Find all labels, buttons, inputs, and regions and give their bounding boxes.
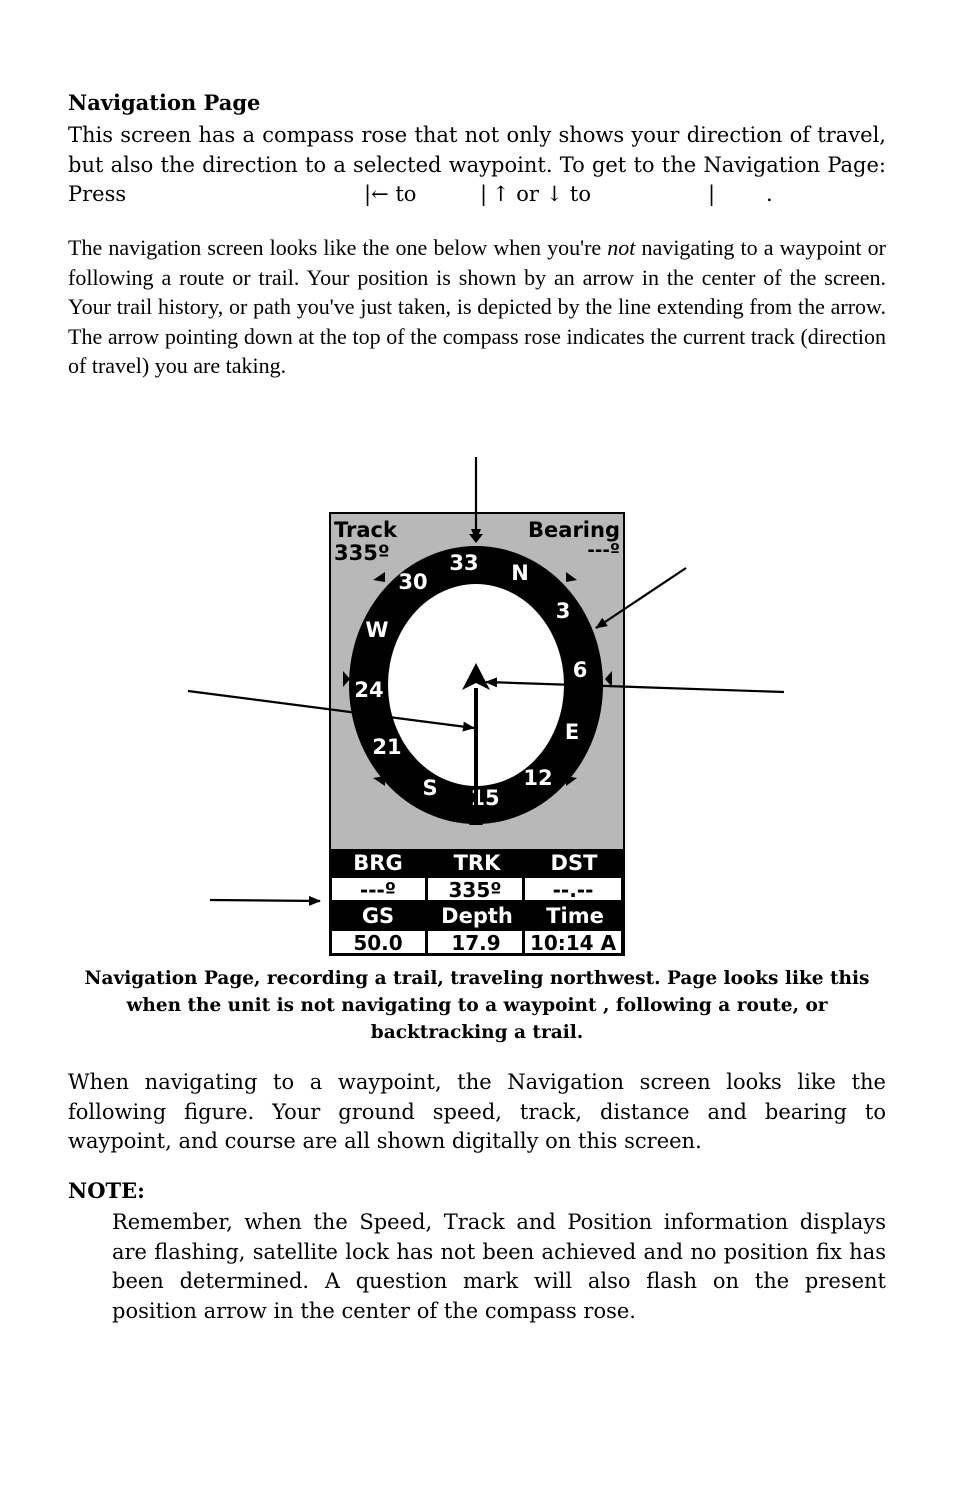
- depth-label: Depth: [441, 904, 513, 928]
- description-paragraph: [68, 233, 886, 381]
- note-body: Remember, when the Speed, Track and Position information displays are flashing, satellite lock has not been achieved and no position fix has been determined. A question mark will also flash on the present position arrow in the center of the compass rose.: [112, 1210, 886, 1323]
- rose-label-e: E: [564, 720, 580, 744]
- brg-value: ---º: [359, 878, 397, 902]
- callout-arrow-data-boxes: [210, 900, 320, 901]
- bearing-value: ---º: [587, 540, 620, 561]
- dst-label: DST: [550, 851, 598, 875]
- key-seq-end: .: [766, 182, 773, 206]
- section-heading: Navigation Page: [68, 90, 261, 115]
- track-value: 335º: [334, 541, 390, 565]
- rose-label-15: 15: [470, 786, 500, 810]
- para2-after: navigating to a waypoint or following a route or trail. Your position is shown by an arrow in the center of the screen. Your trail history, or path you've just taken, is depicted by the line extending from the arrow. The arrow pointing down at the top of the compass rose indicates the current track (direction of travel) you are taking.: [68, 235, 886, 379]
- rose-label-12: 12: [523, 766, 553, 790]
- trk-value: 335º: [448, 878, 502, 902]
- figure-caption: Navigation Page, recording a trail, traveling northwest. Page looks like this when the unit is not navigating to a waypoint , following a route, or backtracking a trail.: [84, 968, 870, 1043]
- intro-text: This screen has a compass rose that not only shows your direction of travel, but also the direction to a selected waypoint. To get to the Navigation Page: Press: [68, 123, 886, 207]
- note-label: NOTE:: [68, 1178, 145, 1203]
- time-value: 10:14 A: [529, 931, 617, 955]
- para2-italic: not: [607, 235, 636, 260]
- key-seq-mid-a: |: [480, 182, 488, 206]
- rose-label-n: N: [511, 561, 529, 585]
- gs-label: GS: [361, 904, 395, 928]
- depth-value: 17.9: [451, 931, 501, 955]
- gs-value: 50.0: [353, 931, 403, 955]
- time-label: Time: [546, 904, 604, 928]
- rose-label-w: W: [365, 618, 389, 642]
- rose-label-30: 30: [398, 570, 428, 594]
- track-label: Track: [334, 518, 397, 542]
- brg-label: BRG: [353, 851, 403, 875]
- bearing-label: Bearing: [528, 518, 620, 542]
- key-seq-right: |: [708, 182, 716, 206]
- waypoint-paragraph: When navigating to a waypoint, the Navigation screen looks like the following figure. Your ground speed, track, distance and bearing to waypoint, and course are all shown digitally on this screen.: [68, 1070, 886, 1154]
- rose-label-s: S: [422, 776, 438, 800]
- rose-label-33: 33: [449, 551, 479, 575]
- navigation-figure: [0, 440, 954, 960]
- trk-label: TRK: [453, 851, 501, 875]
- para2-before: The navigation screen looks like the one below when you're: [68, 235, 608, 260]
- rose-label-21: 21: [372, 735, 402, 759]
- key-seq-left: |← to: [364, 182, 417, 206]
- dst-value: --.--: [552, 878, 594, 902]
- rose-label-6: 6: [572, 658, 588, 682]
- rose-label-24: 24: [354, 678, 384, 702]
- rose-label-3: 3: [555, 599, 571, 623]
- key-seq-arrows: ↑ or ↓ to: [492, 182, 591, 206]
